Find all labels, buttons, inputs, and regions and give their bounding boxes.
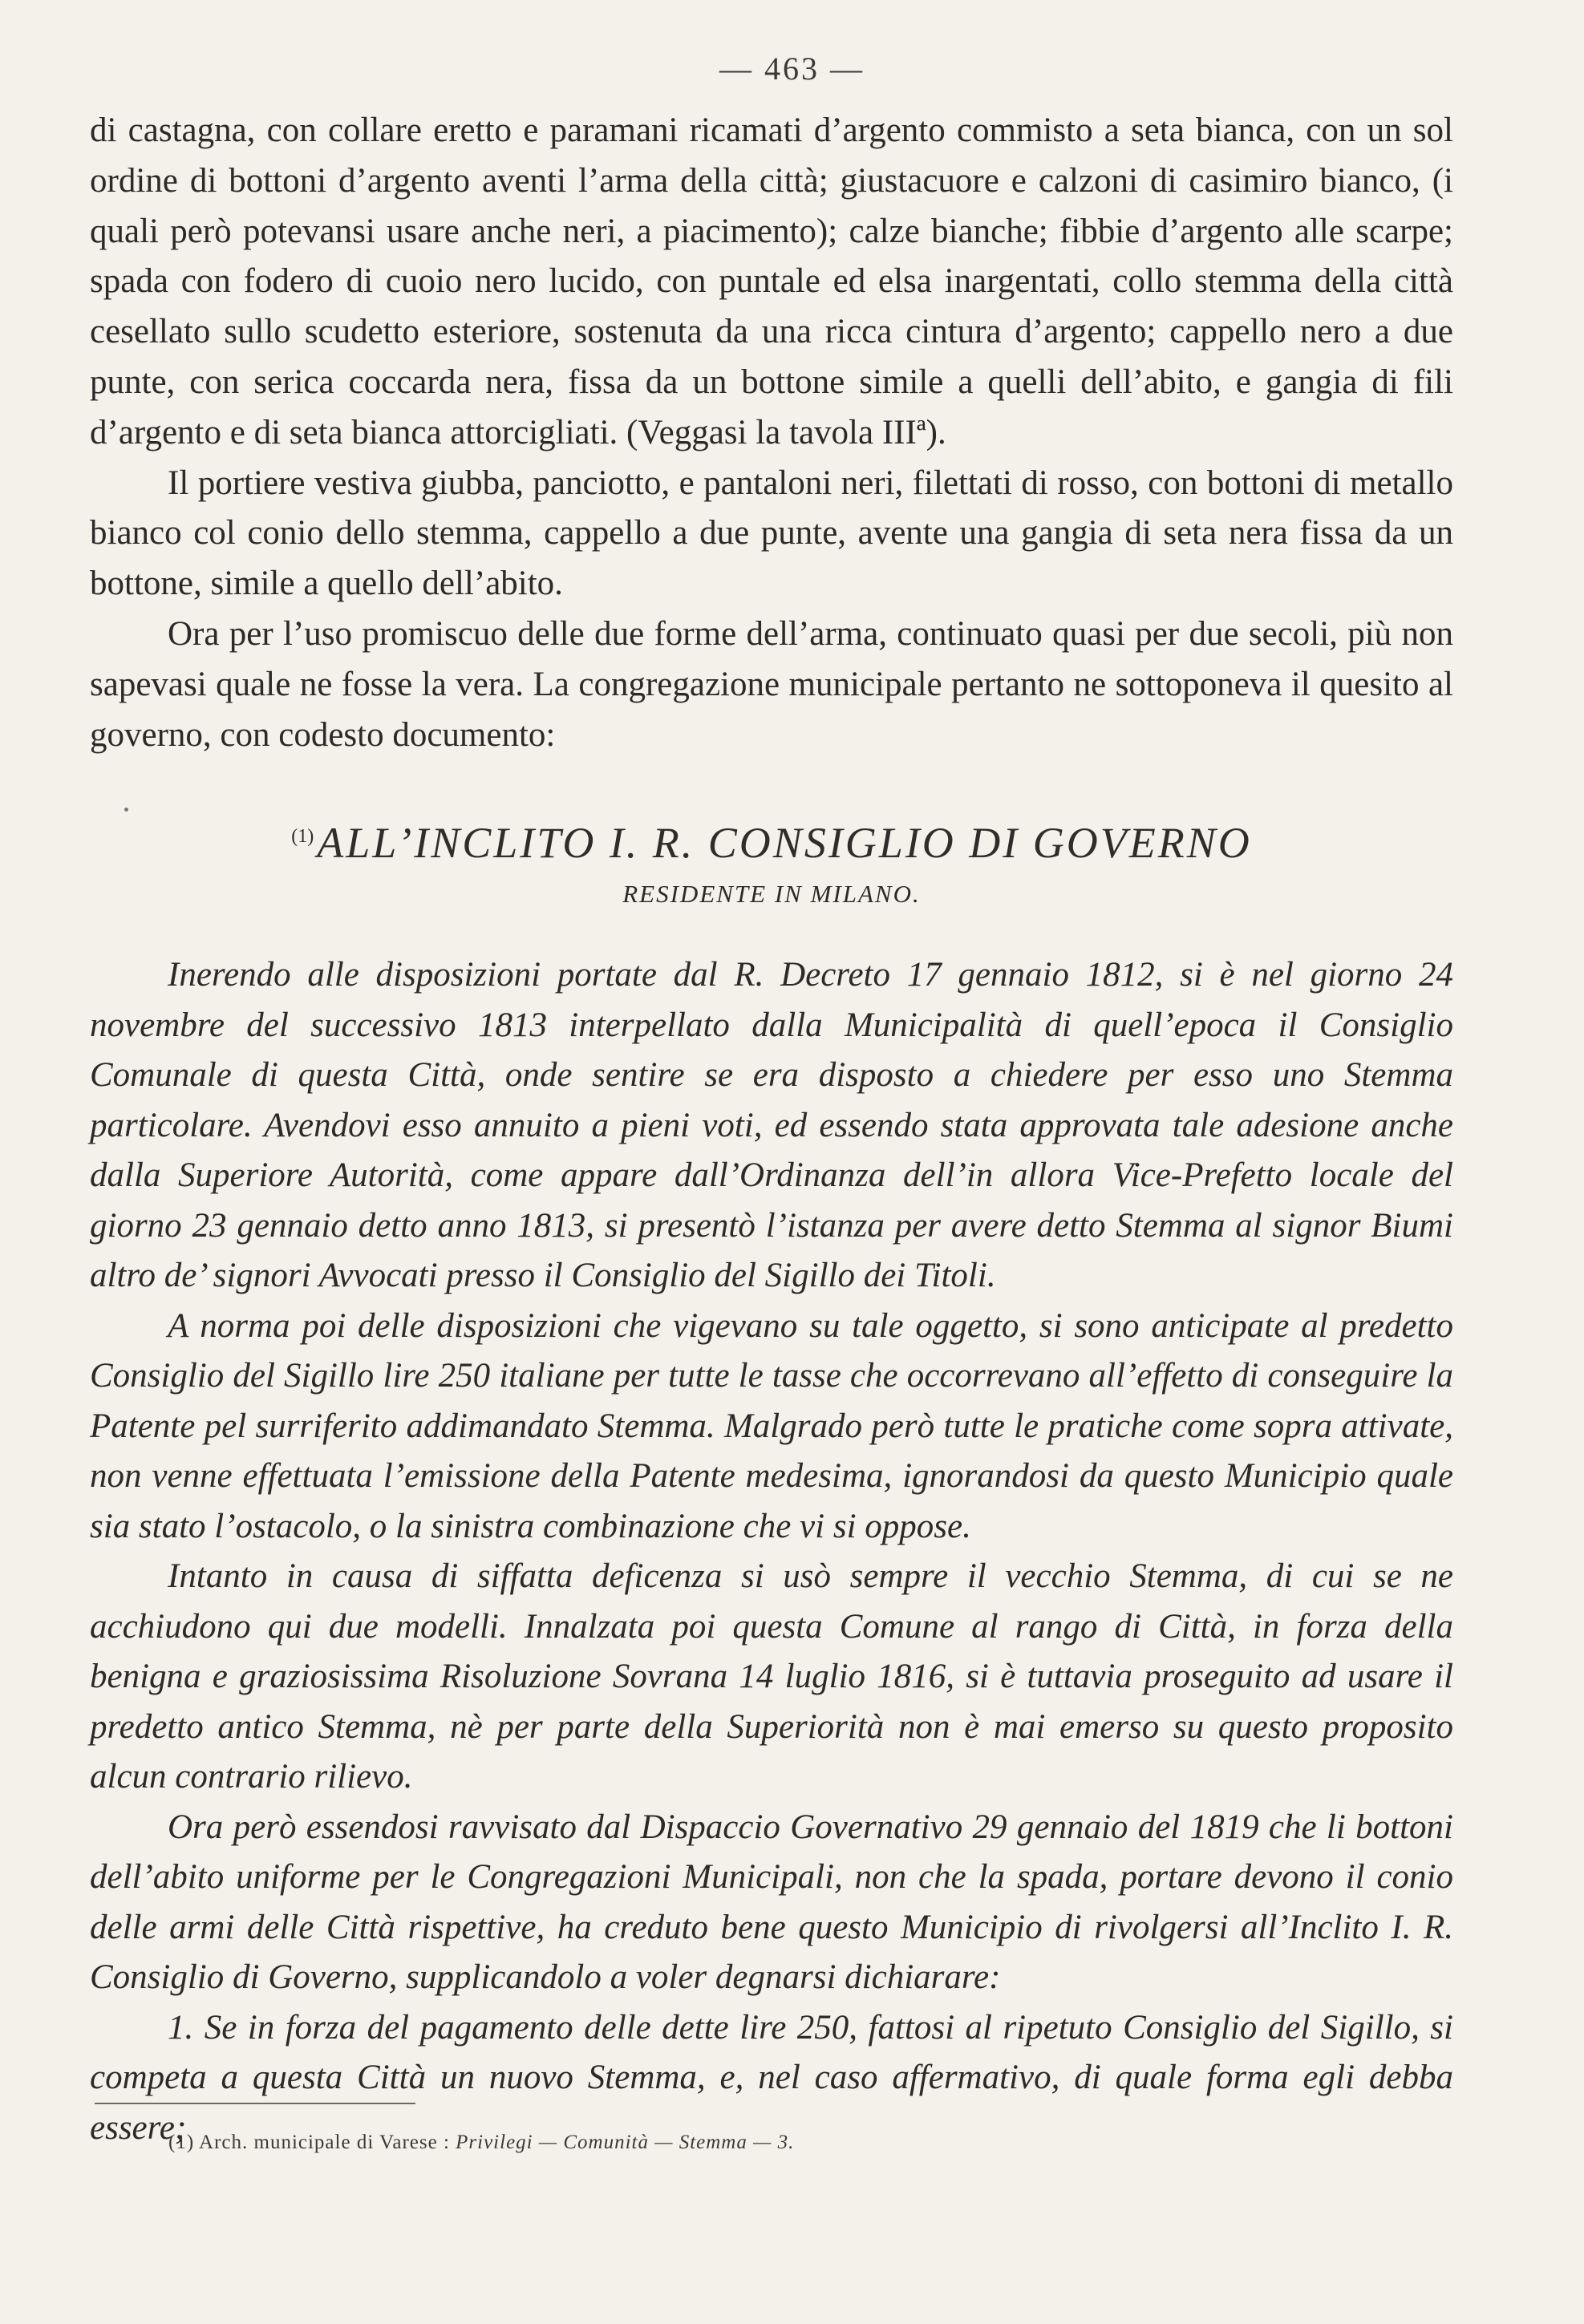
heading-title: ALL’INCLITO I. R. CONSIGLIO DI GOVERNO xyxy=(317,819,1252,867)
heading-subtitle: RESIDENTE IN MILANO. xyxy=(622,880,921,908)
paragraph: Ora per l’uso promiscuo delle due forme dell’arma, continuato quasi per due secoli, più non sapevasi quale ne fosse la vera. La congregazione municipale pertanto ne sottoponeva il quesito al governo, con codesto documento: xyxy=(90,614,1453,754)
footnote xyxy=(168,2132,1371,2154)
page-number: — 463 — xyxy=(719,51,865,87)
paragraph: di castagna, con collare eretto e paramani ricamati d’argento commisto a seta bianca, con un sol ordine di bottoni d’argento aventi l’arma della città; giustacuore e calzoni di casimiro bianco, (i quali però potevansi usare anche neri, a piacimento); calze bianche; fibbie d’argento alle scarpe; spada con fodero di cuoio nero lucido, con puntale ed elsa inargentati, collo stemma della città cesellato sullo scudetto esteriore, sostenuta da una ricca cintura d’argento; cappello nero a due punte, con serica coccarda nera, fissa da un bottone simile a quelli dell’abito, e gangia di fili d’argento e di seta bianca attorcigliati. (Veggasi la tavola IIIª). xyxy=(90,111,1453,451)
print-speck xyxy=(124,808,128,812)
decree-paragraph: Intanto in causa di siffatta deficenza si usò sempre il vecchio Stemma, di cui se ne acchiudono qui due modelli. Innalzata poi questa Comune al rango di Città, in forza della benigna e graziosissima Risoluzione Sovrana 14 luglio 1816, si è tuttavia proseguito ad usare il predetto antico Stemma, nè per parte della Superiorità non è mai emerso su questo proposito alcun contrario rilievo. xyxy=(90,1557,1453,1796)
decree-paragraph: A norma poi delle disposizioni che vigevano su tale oggetto, si sono anticipate al predetto Consiglio del Sigillo lire 250 italiane per tutte le tasse che occorrevano all’effetto di conseguire la Patente pel surriferito addimandato Stemma. Malgrado però tutte le pratiche come sopra attivate, non venne effettuata l’emissione della Patente medesima, ignorandosi da questo Municipio quale sia stato l’ostacolo, o la sinistra combinazione che vi si oppose. xyxy=(90,1306,1453,1545)
decree-paragraph: 1. Se in forza del pagamento delle dette lire 250, fattosi al ripetuto Consiglio del Sigillo, si competa a questa Città un nuovo Stemma, e, nel caso affermativo, di quale forma egli debba essere; xyxy=(90,2008,1453,2147)
footnote-citation: Privilegi — Comunità — Stemma — 3. xyxy=(456,2132,795,2153)
paragraph: Il portiere vestiva giubba, panciotto, e pantaloni neri, filettati di rosso, con bottoni di metallo bianco col conio dello stemma, cappello a due punte, avente una gangia di seta nera fissa da un bottone, simile a quello dell’abito. xyxy=(90,464,1453,603)
footnote-text: (1) Arch. municipale di Varese : xyxy=(168,2132,450,2153)
body-text xyxy=(90,106,1453,760)
document-heading xyxy=(90,818,1453,868)
footnote-divider xyxy=(95,2103,415,2104)
decree-paragraph: Inerendo alle disposizioni portate dal R. Decreto 17 gennaio 1812, si è nel giorno 24 novembre del successivo 1813 interpellato dalla Municipalità di quell’epoca il Consiglio Comunale di questa Città, onde sentire se era disposto a chiedere per esso uno Stemma particolare. Avendovi esso annuito a pieni voti, ed essendo stata approvata tale adesione anche dalla Superiore Autorità, come appare dall’Ordinanza dell’in allora Vice-Prefetto locale del giorno 23 gennaio detto anno 1813, si presentò l’istanza per avere detto Stemma al signor Biumi altro de’ signori Avvocati presso il Consiglio del Sigillo dei Titoli. xyxy=(90,956,1453,1294)
decree-paragraph: Ora però essendosi ravvisato dal Dispaccio Governativo 29 gennaio del 1819 che li bottoni dell’abito uniforme per le Congregazioni Municipali, non che la spada, portare devono il conio delle armi delle Città rispettive, ha creduto bene questo Municipio di rivolgersi all’Inclito I. R. Consiglio di Governo, supplicandolo a voler degnarsi dichiarare: xyxy=(90,1808,1453,1996)
footnote-mark: (1) xyxy=(291,826,314,847)
decree-text xyxy=(90,950,1453,2153)
